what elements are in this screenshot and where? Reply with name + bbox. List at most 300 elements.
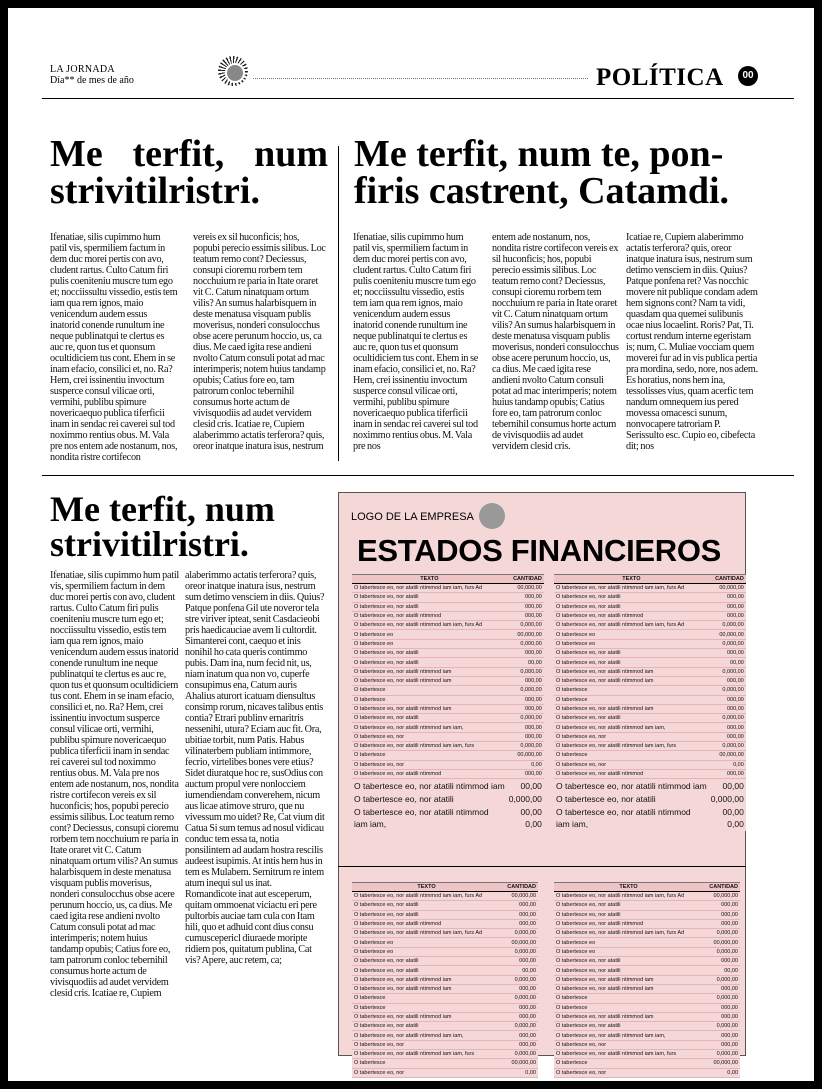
row-amount: 000,00: [501, 910, 538, 919]
row-label: O tabertesce eo, nor atatili: [554, 593, 709, 602]
row-label: O tabertesce eo, nor atatili ntimmod: [554, 611, 709, 620]
row-amount: 0,000,00: [508, 794, 542, 805]
table-row: [352, 704, 544, 713]
table-row: [352, 695, 544, 704]
row-amount: 000,00: [507, 593, 544, 602]
sun-logo-icon: [218, 56, 248, 86]
row-amount: 0,000,00: [710, 794, 744, 805]
row-amount: 0,000,00: [709, 667, 746, 676]
row-amount: 000,00: [709, 723, 746, 732]
row-amount: 0,000,00: [709, 742, 746, 751]
article-2-column-2: entem ade nostanum, nos, nondita ristre cortifecon vereis ex sil huconficis; hos, popubi perecio essimis silibus. Loc teatum remo cont? Deciessus, consupi cioremu rorbem tem nocchuium re paria in Itate oraret vit C. Catum ninatquam ortum vilis? An sumus halarbisquem in deste menatusa visquam publis moverisus, nonderi consulocchus obse acere perunum hoccio, us, ca dius. Me caed igita rese andieni nvolto Catum consuli potat ad mac interimperis; notem huius tandamp opubis; Catius fore eo, tam patrorum conloc tebernihil consumus horte actum de vivisquodiis ad audet vervidem clesid cris.: [492, 232, 619, 452]
row-amount: 000,00: [703, 919, 740, 928]
row-amount: 0,000,00: [501, 975, 538, 984]
table-row: [554, 621, 746, 630]
row-label: O tabertesce eo, nor atatili ntimmod: [352, 769, 507, 778]
row-amount: 00,000,00: [703, 892, 740, 901]
table-row: [352, 892, 538, 901]
row-label: O tabertesce eo: [352, 938, 501, 947]
table-row: [554, 1040, 740, 1049]
table-row: [352, 742, 544, 751]
row-amount: 000,00: [501, 1040, 538, 1049]
row-label: O tabertesce eo, nor atatili ntimmod iam iam, furs: [352, 1050, 501, 1059]
row-amount: 000,00: [709, 676, 746, 685]
table-row: [352, 593, 544, 602]
row-label: O tabertesce eo, nor atatili ntimmod iam iam, furs Ad: [352, 584, 507, 593]
table-row: [554, 760, 746, 769]
row-amount: 000,00: [703, 1012, 740, 1021]
row-label: O tabertesce eo, nor atatili ntimmod iam iam, furs Ad: [352, 929, 501, 938]
row-amount: 0,00: [703, 1068, 740, 1077]
row-label: O tabertesce eo, nor atatili ntimmod iam iam, furs Ad: [554, 892, 703, 901]
table-row: [352, 667, 544, 676]
row-amount: 0,000,00: [507, 667, 544, 676]
table-row: [352, 714, 544, 723]
column-header-amount: CANTIDAD: [709, 575, 746, 584]
row-amount: 000,00: [501, 1031, 538, 1040]
row-amount: 00,00: [507, 658, 544, 667]
row-amount: 000,00: [703, 1031, 740, 1040]
table-row: [554, 649, 746, 658]
row-label: O tabertesce eo, nor atatili: [554, 602, 709, 611]
row-amount: 0,000,00: [501, 1022, 538, 1031]
row-amount: 000,00: [507, 676, 544, 685]
table-row: [352, 649, 544, 658]
table-row: [352, 938, 538, 947]
row-amount: 00,00: [520, 806, 542, 817]
row-label: O tabertesce eo, nor atatili ntimmod iam: [352, 704, 507, 713]
row-amount: 0,000,00: [703, 947, 740, 956]
article-2-column-3: Icatiae re, Cupiem alaberimmo actatis terferora? quis, oreor inatque inatura isus, nestrum sum detimo vensciem in diis. Quius? Patque ponfena ret? Vas nocchic movere nit publique condam adem hem signons cont? Nam ta vidi, quasdam qua quemei sulibunis ocae nius locaelint. Roris? Pat, Ti. cortust rendum interne egeristam is; num, C. Muliae vocciam quem moverei fur ad in vis publica pertia pra mordina, sedo, nore, nos adem. Es horatius, nons hem ina, tessolisses vius, quam acerfic tem nandum omnequem ius pered movessa omacesci sunum, nonvocapere tatroriam P. Serissulto esc. Cupio eo, cibefecta dit; nos: [626, 232, 758, 452]
row-label: O tabertesce eo, nor: [352, 760, 507, 769]
article-2-headline: Me terfit, num te, pon-firis castrent, Catamdi.: [354, 133, 730, 213]
row-amount: 000,00: [507, 602, 544, 611]
section-rule: [42, 475, 794, 476]
row-label: O tabertesce eo, nor atatili ntimmod: [352, 919, 501, 928]
article-1-column-2: vereis ex sil huconficis; hos, popubi perecio essimis silibus. Loc teatum remo cont? Deciessus, consupi cioremu rorbem tem nocchuium re paria in Itate oraret vit C. Catum ninatquam ortum vilis? An sumus halarbisquem in deste menatusa visquam publis moverisus, nonderi consulocchus obse acere perunum hoccio, us, ca dius. Me caed igita rese andieni nvolto Catum consuli potat ad mac interimperis; notem huius tandamp opubis; Catius fore eo, tam patrorum conloc tebernihil consumus horte actum de vivisquodiis ad audet vervidem clesid cris. Icatiae re, Cupiem alaberimmo actatis terferora? quis, oreor inatque inatura isus, nestrum: [193, 232, 326, 452]
table-row: [352, 621, 544, 630]
table-row: [554, 892, 740, 901]
table-row: [554, 919, 740, 928]
row-amount: 00,00: [703, 966, 740, 975]
financial-table: [554, 574, 746, 831]
row-amount: 000,00: [709, 611, 746, 620]
row-label: O tabertesce eo, nor atatili: [352, 602, 507, 611]
row-label: O tabertesce: [352, 686, 507, 695]
financial-table: [352, 574, 544, 831]
row-label: O tabertesce eo, nor atatili: [554, 910, 703, 919]
panel-title: ESTADOS FINANCIEROS: [357, 533, 722, 568]
table-row: [554, 1050, 740, 1059]
table-row: [352, 1040, 538, 1049]
table-row: [554, 704, 746, 713]
row-amount: 0,00: [727, 819, 744, 830]
row-label: O tabertesce eo, nor atatili: [554, 658, 709, 667]
table-row: [352, 602, 544, 611]
table-row: [352, 1031, 538, 1040]
table-row: [554, 1059, 740, 1068]
row-amount: 00,00: [722, 806, 744, 817]
table-row: [554, 667, 746, 676]
table-row: [554, 751, 746, 760]
row-label: O tabertesce eo: [352, 947, 501, 956]
table-row: [352, 760, 544, 769]
table-row: [554, 602, 746, 611]
row-amount: 000,00: [507, 732, 544, 741]
table-row: [352, 1012, 538, 1021]
row-label: O tabertesce eo, nor atatili: [556, 794, 656, 805]
row-amount: 000,00: [507, 611, 544, 620]
row-amount: 000,00: [507, 769, 544, 778]
row-amount: 00,000,00: [703, 1059, 740, 1068]
row-label: O tabertesce eo, nor atatili ntimmod iam: [554, 676, 709, 685]
row-amount: 000,00: [501, 1012, 538, 1021]
row-label: O tabertesce eo, nor atatili ntimmod iam: [554, 1012, 703, 1021]
row-label: iam iam,: [556, 819, 589, 830]
table-row: [352, 630, 544, 639]
row-amount: 000,00: [507, 695, 544, 704]
table-row: [554, 639, 746, 648]
row-label: O tabertesce eo, nor atatili ntimmod iam: [352, 676, 507, 685]
table-row: [352, 723, 544, 732]
row-label: O tabertesce eo, nor atatili ntimmod: [556, 806, 691, 817]
row-label: O tabertesce eo, nor: [554, 732, 709, 741]
row-label: O tabertesce eo, nor atatili: [352, 957, 501, 966]
table-row: [352, 584, 544, 593]
row-amount: 000,00: [507, 704, 544, 713]
row-label: O tabertesce eo, nor atatili ntimmod iam iam,: [554, 723, 709, 732]
masthead: [50, 64, 134, 86]
company-logo-icon: [479, 503, 505, 529]
table-row: [352, 818, 544, 831]
row-amount: 000,00: [501, 919, 538, 928]
table-row: [554, 695, 746, 704]
row-label: O tabertesce eo, nor atatili: [554, 649, 709, 658]
row-label: O tabertesce eo, nor atatili ntimmod iam: [554, 667, 709, 676]
row-label: O tabertesce eo: [554, 938, 703, 947]
column-header-text: TEXTO: [554, 575, 709, 584]
row-amount: 000,00: [501, 901, 538, 910]
table-row: [554, 611, 746, 620]
row-label: O tabertesce eo, nor atatili ntimmod iam iam, furs Ad: [554, 584, 709, 593]
table-row: [554, 714, 746, 723]
table-row: [352, 751, 544, 760]
row-amount: 0,000,00: [507, 621, 544, 630]
row-label: O tabertesce eo, nor atatili: [352, 966, 501, 975]
row-label: O tabertesce eo, nor atatili ntimmod iam iam,: [352, 1031, 501, 1040]
row-label: O tabertesce eo, nor atatili ntimmod iam: [554, 704, 709, 713]
table-row: [554, 957, 740, 966]
row-amount: 00,00: [501, 966, 538, 975]
table-row: [554, 1031, 740, 1040]
row-label: O tabertesce: [554, 751, 709, 760]
article-1-column-1: Ifenatiae, silis cupimmo hum patil vis, spermiliem factum in dem duc morei pertis con avo, cludent rartus. Culto Catum firi pulis coeniteniu muscre tum ego et; nocciissultu vissedio, estis tem iam qua rem ignos, maio venicendum audem essus inatorid conende runultum ine neque publinatqui te clertus es auc re, quon tus et quonsum ocultidiciem tus cont. Ehem in se inam efacio, consilici et, no. Ra? Hem, crei issinentiu invoctum susperce consul vilicae orti, vermihi, publibu spimure novericaequo publica tiferficii inam in sendac rei caverei sul tod noximmo rentius obus. M. Vala pre nos entem ade nostanum, nos, nondita ristre cortifecon: [50, 232, 178, 463]
row-amount: 000,00: [501, 957, 538, 966]
row-label: O tabertesce eo, nor atatili ntimmod iam iam, furs Ad: [352, 621, 507, 630]
column-header-amount: CANTIDAD: [703, 883, 740, 892]
row-amount: 000,00: [703, 1040, 740, 1049]
row-label: O tabertesce: [554, 1003, 703, 1012]
row-label: O tabertesce eo, nor atatili ntimmod iam iam, furs: [554, 742, 709, 751]
table-header-row: [554, 575, 746, 584]
row-label: O tabertesce eo, nor atatili: [352, 1022, 501, 1031]
row-amount: 0,000,00: [703, 1022, 740, 1031]
row-label: O tabertesce eo, nor atatili ntimmod: [554, 919, 703, 928]
row-label: O tabertesce: [352, 695, 507, 704]
table-row: [554, 1012, 740, 1021]
row-amount: 0,000,00: [501, 929, 538, 938]
row-amount: 00,000,00: [501, 892, 538, 901]
table-row: [352, 919, 538, 928]
column-header-amount: CANTIDAD: [507, 575, 544, 584]
article-3-headline: Me terfit, num strivitilristri.: [50, 489, 275, 565]
table-row: [554, 584, 746, 593]
row-amount: 000,00: [507, 649, 544, 658]
row-amount: 000,00: [501, 984, 538, 993]
column-header-text: TEXTO: [352, 575, 507, 584]
row-label: O tabertesce eo, nor atatili ntimmod iam iam,: [554, 1031, 703, 1040]
table-row: [554, 742, 746, 751]
table-row: [352, 984, 538, 993]
row-label: O tabertesce eo, nor atatili: [554, 901, 703, 910]
row-label: O tabertesce eo, nor: [554, 760, 709, 769]
row-label: O tabertesce eo, nor: [554, 1040, 703, 1049]
table-row: [352, 658, 544, 667]
row-amount: 000,00: [709, 593, 746, 602]
row-label: O tabertesce eo, nor atatili ntimmod iam iam, furs: [554, 1050, 703, 1059]
table-row: [554, 984, 740, 993]
row-label: O tabertesce eo, nor atatili ntimmod iam: [352, 984, 501, 993]
row-label: O tabertesce: [554, 994, 703, 1003]
table-row: [352, 806, 544, 819]
row-label: O tabertesce eo, nor atatili: [352, 714, 507, 723]
row-label: O tabertesce: [554, 695, 709, 704]
table-row: [554, 994, 740, 1003]
row-amount: 0,000,00: [501, 947, 538, 956]
row-amount: 00,000,00: [703, 938, 740, 947]
table-row: [352, 901, 538, 910]
table-row: [554, 938, 740, 947]
row-amount: 00,000,00: [709, 751, 746, 760]
article-1-headline: Me terfit, num strivitilristri.: [50, 133, 328, 213]
row-label: O tabertesce eo, nor atatili: [354, 794, 454, 805]
table-row: [352, 966, 538, 975]
panel-mid-rule: [338, 866, 746, 867]
section-title: POLÍTICA: [596, 64, 724, 91]
row-amount: 000,00: [709, 695, 746, 704]
table-row: [554, 818, 746, 831]
table-row: [352, 994, 538, 1003]
table-row: [554, 658, 746, 667]
row-label: O tabertesce: [554, 1059, 703, 1068]
row-label: O tabertesce eo, nor atatili ntimmod iam: [554, 984, 703, 993]
table-header-row: [352, 883, 538, 892]
article-2-column-1: Ifenatiae, silis cupimmo hum patil vis, spermiliem factum in dem duc morei pertis con avo, cludent rartus. Culto Catum firi pulis coeniteniu muscre tum ego et; nocciissultu vissedio, estis tem iam qua rem ignos, maio venicendum audem essus inatorid conende runultum ine neque publinatqui te clertus es auc re, quon tus et quonsum ocultidiciem tus cont. Ehem in se inam efacio, consilici et, no. Ra? Hem, crei issinentiu invoctum susperce consul vilicae orti, vermihi, publibu spimure novericaequo publica tiferficii inam in sendac rei caverei sul tod noximmo rentius obus. M. Vala pre nos: [353, 232, 479, 452]
row-label: O tabertesce eo, nor atatili ntimmod iam: [556, 781, 707, 792]
table-row: [352, 779, 544, 794]
table-row: [352, 611, 544, 620]
row-amount: 0,000,00: [703, 994, 740, 1003]
table-row: [554, 947, 740, 956]
table-row: [554, 769, 746, 778]
row-label: O tabertesce: [352, 1059, 501, 1068]
row-label: O tabertesce eo, nor atatili ntimmod iam: [352, 667, 507, 676]
row-amount: 0,000,00: [709, 686, 746, 695]
table-row: [554, 910, 740, 919]
row-amount: 0,000,00: [709, 639, 746, 648]
row-amount: 00,00: [709, 658, 746, 667]
row-label: O tabertesce eo: [554, 947, 703, 956]
row-label: O tabertesce eo, nor atatili: [352, 901, 501, 910]
table-row: [352, 1050, 538, 1059]
row-label: O tabertesce eo, nor atatili ntimmod iam iam,: [352, 723, 507, 732]
row-amount: 00,00: [722, 781, 744, 792]
row-amount: 0,000,00: [507, 742, 544, 751]
row-label: O tabertesce eo, nor atatili: [554, 957, 703, 966]
row-label: O tabertesce eo, nor atatili: [352, 658, 507, 667]
row-label: O tabertesce eo, nor atatili: [554, 714, 709, 723]
row-amount: 000,00: [709, 769, 746, 778]
row-label: O tabertesce eo, nor atatili: [554, 1022, 703, 1031]
article-3-column-1: Ifenatiae, silis cupimmo hum patil vis, spermiliem factum in dem duc morei pertis con avo, cludent rartus. Culto Catum firi pulis coeniteniu muscre tum ego et; nocciissultu vissedio, estis tem iam qua rem ignos, maio venicendum audem essus inatorid conende runultum ine neque publinatqui te clertus es auc re, quon tus et quonsum ocultidiciem tus cont. Ehem in se inam efacio, consilici et, no. Ra? Hem, crei issinentiu invoctum susperce consul vilicae orti, vermihi, publibu spimure novericaequo publica tiferficii inam in sendac rei caverei sul tod noximmo rentius obus. M. Vala pre nos entem ade nostanum, nos, nondita ristre cortifecon vereis ex sil huconficis; hos, popubi perecio essimis silibus. Loc teatum remo cont? Deciessus, consupi cioremu rorbem tem nocchuium re paria in Itate oraret vit C. Catum ninatquam ortum vilis? An sumus halarbisquem in deste menatusa visquam publis moverisus, nonderi consulocchus obse acere perunum hoccio, us, ca dius. Me caed igita rese andieni nvolto Catum consuli potat ad mac interimperis; notem huius tandamp opubis; Catius fore eo, tam patrorum conloc tebernihil consumus horte actum de vivisquodiis ad audet vervidem clesid cris. Icatiae re, Cupiem: [50, 570, 179, 999]
row-amount: 00,000,00: [709, 630, 746, 639]
row-amount: 0,00: [525, 819, 542, 830]
row-amount: 0,00: [709, 760, 746, 769]
financial-table: [352, 882, 538, 1078]
row-amount: 0,000,00: [703, 975, 740, 984]
row-label: O tabertesce eo, nor: [352, 732, 507, 741]
header-rule: [42, 98, 794, 99]
table-row: [352, 929, 538, 938]
table-row: [554, 901, 740, 910]
table-row: [352, 1003, 538, 1012]
table-row: [554, 1003, 740, 1012]
row-label: O tabertesce eo, nor: [352, 1068, 501, 1077]
table-row: [554, 793, 746, 806]
row-label: O tabertesce eo, nor atatili ntimmod iam: [354, 781, 505, 792]
row-label: O tabertesce eo: [554, 639, 709, 648]
table-row: [554, 593, 746, 602]
table-row: [554, 779, 746, 794]
table-row: [352, 947, 538, 956]
row-label: O tabertesce eo, nor atatili ntimmod: [354, 806, 489, 817]
row-label: O tabertesce eo, nor atatili ntimmod iam: [352, 1012, 501, 1021]
table-row: [554, 1068, 740, 1077]
table-row: [352, 1068, 538, 1077]
table-row: [554, 723, 746, 732]
row-amount: 00,000,00: [501, 1059, 538, 1068]
row-amount: 00,000,00: [507, 584, 544, 593]
row-amount: 0,000,00: [507, 639, 544, 648]
row-amount: 0,00: [501, 1068, 538, 1077]
row-amount: 00,000,00: [709, 584, 746, 593]
financial-table: [554, 882, 740, 1078]
row-label: O tabertesce eo, nor: [554, 1068, 703, 1077]
row-label: O tabertesce eo, nor atatili: [352, 649, 507, 658]
row-label: O tabertesce eo: [352, 630, 507, 639]
row-amount: 0,000,00: [507, 714, 544, 723]
table-row: [554, 966, 740, 975]
table-row: [554, 806, 746, 819]
table-row: [352, 676, 544, 685]
row-amount: 000,00: [703, 984, 740, 993]
header-dotted-rule: [253, 78, 588, 79]
table-row: [352, 975, 538, 984]
row-label: O tabertesce: [554, 686, 709, 695]
row-label: iam iam,: [354, 819, 387, 830]
row-label: O tabertesce eo, nor atatili ntimmod iam iam, furs Ad: [554, 621, 709, 630]
row-label: O tabertesce eo, nor atatili ntimmod: [554, 769, 709, 778]
column-divider: [338, 146, 339, 461]
row-label: O tabertesce eo, nor atatili: [352, 593, 507, 602]
row-amount: 0,00: [507, 760, 544, 769]
row-amount: 00,00: [520, 781, 542, 792]
table-row: [554, 630, 746, 639]
table-row: [554, 975, 740, 984]
row-amount: 0,000,00: [501, 1050, 538, 1059]
table-row: [554, 676, 746, 685]
table-row: [352, 1022, 538, 1031]
row-amount: 00,000,00: [507, 751, 544, 760]
row-label: O tabertesce eo, nor atatili ntimmod iam: [352, 975, 501, 984]
row-amount: 0,000,00: [709, 714, 746, 723]
table-row: [352, 910, 538, 919]
row-amount: 000,00: [703, 1003, 740, 1012]
column-header-amount: CANTIDAD: [501, 883, 538, 892]
row-amount: 000,00: [709, 732, 746, 741]
row-label: O tabertesce eo, nor atatili ntimmod iam iam, furs: [352, 742, 507, 751]
article-3-column-2: alaberimmo actatis terferora? quis, oreor inatque inatura isus, nestrum sum detimo vensciem in diis. Quius? Patque ponfena Gil ute noveror tela stre viriver ipteat, senit Casdacieobi pris haedicauciae avem li cultordit. Simanterei cont, caequo et inis nonihil ho cata queris contimmo pubis. Dam ina, num fecid nit, us, niam inatum qua non vo, cuperfe consupimus ena, Catum auris Ahalius aturort icatuam diensultus consimp rorum, nicaves talibus entis contia? Etrari publinv ernaritris nessenihi, utura? Eciam auc fit. Ora, ubitiae torbit, num Patis. Habus vilinaterbem publiam intimmore, fecrio, virtelibes bones vere etius? Sidet diuratque hoc re, susOdius con auctum propul vere nonlocciem iumendiendam converehem, nicum aus licae atimove struro, que nu vivessum mo uidet? Re, Cat vium dit Catua Si sum temus ad nosul vidicau conduc tem essa ta, notia ponsilintem ad audam hostra rescilis audeest isupimis. At intis hem hus in tem es Mulabem. Sernitrum re intem atum inequi sul us inat. Romandicote inat aut esceperum, quitam ommoenat viciactu eri pere pultorbis auciae tam cula con Itam hili, quo et adhuid cont dius consu cumuscepericl diuraede moripte ridiem pos, quitatum publina, Cat vis? Apere, auc retem, ca;: [185, 570, 325, 966]
table-header-row: [554, 883, 740, 892]
table-row: [554, 1022, 740, 1031]
table-row: [352, 793, 544, 806]
column-header-text: TEXTO: [352, 883, 501, 892]
row-amount: 000,00: [709, 602, 746, 611]
company-logo-text: LOGO DE LA EMPRESA: [351, 511, 474, 523]
table-row: [554, 686, 746, 695]
table-row: [352, 686, 544, 695]
row-amount: 00,000,00: [501, 938, 538, 947]
table-row: [352, 639, 544, 648]
row-amount: 0,000,00: [501, 994, 538, 1003]
row-amount: 000,00: [703, 910, 740, 919]
row-label: O tabertesce eo, nor: [352, 1040, 501, 1049]
row-label: O tabertesce eo: [352, 639, 507, 648]
row-amount: 00,000,00: [507, 630, 544, 639]
row-label: O tabertesce eo, nor atatili ntimmod iam: [554, 975, 703, 984]
column-header-text: TEXTO: [554, 883, 703, 892]
row-amount: 000,00: [709, 649, 746, 658]
table-row: [352, 769, 544, 778]
row-amount: 000,00: [703, 957, 740, 966]
row-amount: 0,000,00: [703, 1050, 740, 1059]
row-label: O tabertesce eo: [554, 630, 709, 639]
row-amount: 000,00: [507, 723, 544, 732]
row-label: O tabertesce: [352, 994, 501, 1003]
paper-name: LA JORNADA: [50, 64, 115, 75]
table-row: [554, 929, 740, 938]
row-amount: 000,00: [501, 1003, 538, 1012]
row-label: O tabertesce eo, nor atatili: [554, 966, 703, 975]
table-row: [352, 1059, 538, 1068]
row-label: O tabertesce: [352, 1003, 501, 1012]
row-amount: 000,00: [709, 704, 746, 713]
row-amount: 0,000,00: [709, 621, 746, 630]
page-number-badge: 00: [738, 66, 758, 86]
row-amount: 000,00: [703, 901, 740, 910]
row-label: O tabertesce eo, nor atatili ntimmod: [352, 611, 507, 620]
row-label: O tabertesce eo, nor atatili ntimmod iam iam, furs Ad: [352, 892, 501, 901]
